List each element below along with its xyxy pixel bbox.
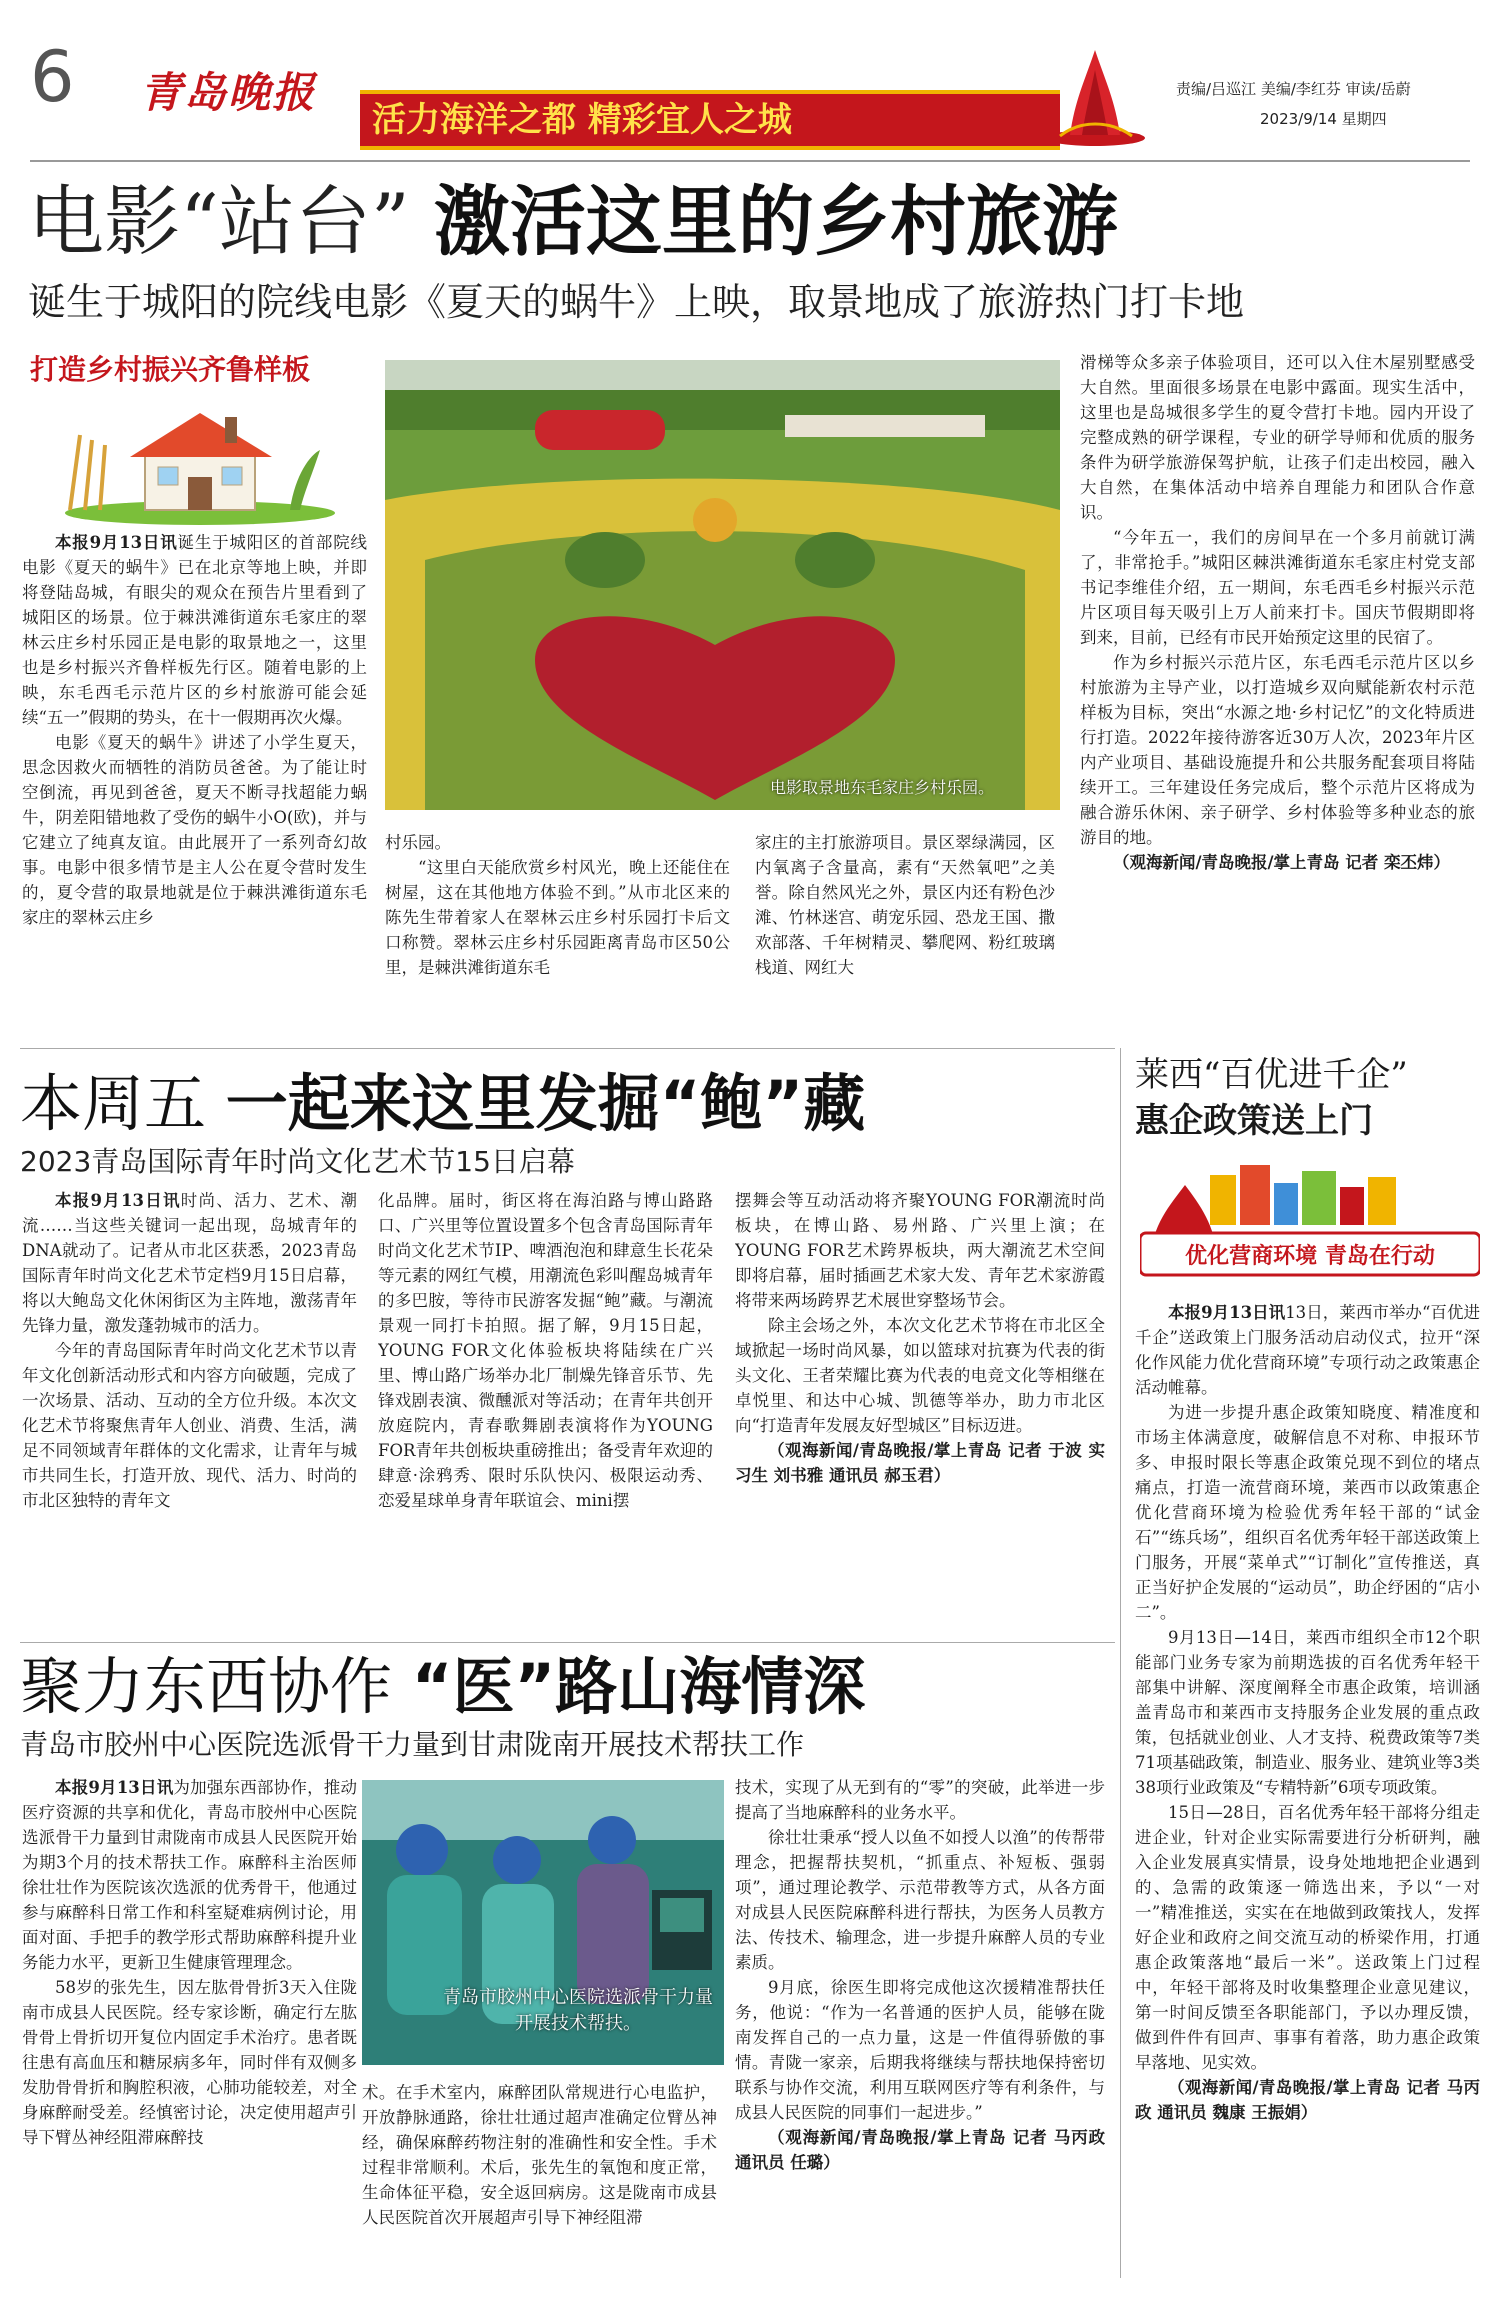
- issue-date: 2023/9/14 星期四: [1260, 110, 1387, 128]
- story1-headline-main: 激活这里的乡村旅游: [433, 177, 1118, 266]
- story3-headline-prefix: 聚力东西协作: [20, 1650, 393, 1723]
- story3-headline-main: “医”路山海情深: [411, 1650, 866, 1723]
- story3-byline: （观海新闻/青岛晚报/掌上青岛 记者 马丙政 通讯员 任璐）: [735, 2128, 1105, 2172]
- paragraph: 15日—28日，百名优秀年轻干部将分组走进企业，针对企业实际需要进行分析研判，融入企业发展真实情景，设身处地地把企业遇到的、急需的政策逐一筛选出来，予以“一对一”精准推送，实实在在地做到政策找人，发挥好企业和政府之间交流互动的桥梁作用，打通惠企政策落地“最后一米”。送政策上门过程中，年轻干部将及时收集整理企业意见建议，第一时间反馈至各职能部门，予以办理反馈，做到件件有回声、事事有着落，助力惠企政策早落地、见实效。: [1135, 1803, 1480, 2072]
- story2-headline[interactable]: [20, 1060, 1110, 1148]
- story4-headline-line1[interactable]: 莱西“百优进千企”: [1135, 1055, 1408, 1095]
- paragraph: 9月底，徐医生即将完成他这次援精准帮扶任务，他说：“作为一名普通的医护人员，能够在陇南发挥自己的一点力量，这是一件值得骄傲的事情。青陇一家亲，后期我将继续与帮扶地保持密切联系与协作交流，利用互联网医疗等有利条件，与成县人民医院的同事们一起进步。”: [735, 1978, 1105, 2122]
- story4-column: [1135, 1300, 1480, 2285]
- story2-column-3: [735, 1188, 1105, 1638]
- landmark-icon: [1040, 40, 1150, 150]
- paragraph: “今年五一，我们的房间早在一个多月前就订满了，非常抢手。”城阳区棘洪滩街道东毛家庄村党支部书记李维佳介绍，五一期间，东毛西毛乡村振兴示范片区项目每天吸引上万人前来打卡。国庆节假期即将到来，目前，已经有市民开始预定这里的民宿了。: [1080, 528, 1475, 647]
- surgery-photo-caption: 青岛市胶州中心医院选派骨干力量开展技术帮扶。: [443, 1987, 713, 2034]
- paragraph: 为加强东西部协作，推动医疗资源的共享和优化，青岛市胶州中心医院选派骨干力量到甘肃陇南市成县人民医院开始为期3个月的技术帮扶工作。麻醉科主治医师徐壮壮作为医院该次选派的优秀骨干，他通过参与麻醉科日常工作和科室疑难病例讨论，用面对面、手把手的教学形式帮助麻醉科提升业务能力水平，更新卫生健康管理理念。: [22, 1778, 357, 1972]
- paragraph: 作为乡村振兴示范片区，东毛西毛示范片区以乡村旅游为主导产业，以打造城乡双向赋能新农村示范样板为目标，突出“水源之地·乡村记忆”的文化特质进行打造。2022年接待游客近30万人次，2023年片区内产业项目、基础设施提升和公共服务配套项目将陆续开工。三年建设任务完成后，整个示范片区将成为融合游乐休闲、亲子研学、乡村体验等多种业态的旅游目的地。: [1080, 653, 1475, 847]
- story1-column-2: [385, 830, 730, 1030]
- story2-byline: （观海新闻/青岛晚报/掌上青岛 记者 于波 实习生 刘书雅 通讯员 郝玉君）: [735, 1441, 1105, 1485]
- story3-headline[interactable]: [20, 1642, 1115, 1732]
- story1-column-3: [755, 830, 1055, 1030]
- business-environment-logo: [1140, 1165, 1480, 1285]
- story2-column-1: [22, 1188, 357, 1638]
- story4-byline: （观海新闻/青岛晚报/掌上青岛 记者 马丙政 通讯员 魏康 王振娟）: [1135, 2078, 1480, 2122]
- story2-headline-prefix: 本周五: [20, 1067, 207, 1140]
- dateline: 本报9月13日讯: [55, 1778, 174, 1797]
- story4-headline-line2[interactable]: 惠企政策送上门: [1135, 1101, 1373, 1141]
- editors-credit: 责编/吕巡江 美编/李红芬 审读/岳蔚: [1176, 80, 1411, 98]
- paragraph: 化品牌。届时，街区将在海泊路与博山路路口、广兴里等位置设置多个包含青岛国际青年时尚文化艺术节IP、啤酒泡泡和肆意生长花朵等元素的网红气模，用潮流色彩叫醒岛城青年的多巴胺，等待市民游客发掘“鲍”藏。与潮流景观一同打卡拍照。据了解，9月15日起，YOUNG FOR文化体验板块将陆续在广兴里、博山路广场举办北厂制燥先锋音乐节、先锋戏剧表演、微醺派对等活动；在青年共创开放庭院内，青春歌舞剧表演将作为YOUNG FOR青年共创板块重磅推出；备受青年欢迎的肆意·涂鸦秀、限时乐队快闪、极限运动秀、恋爱星球单身青年联谊会、mini摆: [378, 1191, 713, 1510]
- story2-headline-main: 一起来这里发掘“鲍”藏: [225, 1067, 866, 1140]
- dateline: 本报9月13日讯: [55, 533, 178, 552]
- house-icon: [50, 395, 340, 525]
- story1-headline[interactable]: [28, 170, 1478, 274]
- paragraph: 村乐园。: [385, 833, 451, 852]
- story1-column-4: [1080, 350, 1475, 1040]
- paragraph: 家庄的主打旅游项目。景区翠绿满园，区内氧离子含量高，素有“天然氧吧”之美誉。除自然风光之外，景区内还有粉色沙滩、竹林迷宫、萌宠乐园、恐龙王国、撒欢部落、千年树精灵、攀爬网、粉红玻璃栈道、网红大: [755, 833, 1055, 977]
- paragraph: 今年的青岛国际青年时尚文化艺术节以青年文化创新活动形式和内容方向破题，完成了一次场景、活动、互动的全方位升级。本次文化艺术节将聚焦青年人创业、消费、生活，满足不同领域青年群体的文化需求，让青年与城市共同生长，打造开放、现代、活力、时尚的市北区独特的青年文: [22, 1341, 357, 1510]
- paragraph: 时尚、活力、艺术、潮流……当这些关键词一起出现，岛城青年的DNA就动了。记者从市北区获悉，2023青岛国际青年时尚文化艺术节定档9月15日启幕，将以大鲍岛文化休闲街区为主阵地，激荡青年先锋力量，激发蓬勃城市的活力。: [22, 1191, 357, 1335]
- paragraph: 技术，实现了从无到有的“零”的突破，此举进一步提高了当地麻醉科的业务水平。: [735, 1778, 1105, 1822]
- park-photo-caption: 电影取景地东毛家庄乡村乐园。: [770, 778, 995, 797]
- paragraph: 摆舞会等互动活动将齐聚YOUNG FOR潮流时尚板块，在博山路、易州路、广兴里上演；在YOUNG FOR艺术跨界板块，两大潮流艺术空间即将启幕，届时插画艺术家大发、青年艺术家游霞将带来两场跨界艺术展世穿整场节会。: [735, 1191, 1105, 1310]
- paragraph: 除主会场之外，本次文化艺术节将在市北区全域掀起一场时尚风暴，如以篮球对抗赛为代表的街头文化、王者荣耀比赛为代表的电竞文化等相继在卓悦里、和达中心城、凯德等举办，助力市北区向“打造青年发展友好型城区”目标迈进。: [735, 1316, 1105, 1435]
- slogan-text: 活力海洋之都 精彩宜人之城: [372, 100, 792, 140]
- dateline: 本报9月13日讯: [55, 1191, 181, 1210]
- paragraph: 徐壮壮秉承“授人以鱼不如授人以渔”的传帮带理念，把握帮扶契机，“抓重点、补短板、强弱项”，通过理论教学、示范带教等方式，从各方面对成县人民医院麻醉科进行帮扶，为医务人员教方法、传技术、输理念，进一步提升麻醉人员的专业素质。: [735, 1828, 1105, 1972]
- paragraph: 滑梯等众多亲子体验项目，还可以入住木屋别墅感受大自然。里面很多场景在电影中露面。现实生活中，这里也是岛城很多学生的夏令营打卡地。园内开设了完整成熟的研学课程，专业的研学导师和优质的服务条件为研学旅游保驾护航，让孩子们走出校园，融入大自然，在集体活动中培养自理能力和团队合作意识。: [1080, 353, 1475, 522]
- logo-text: 优化营商环境 青岛在行动: [1185, 1244, 1435, 1269]
- story1-headline-prefix: 电影“站台”: [28, 177, 410, 266]
- story1-byline: （观海新闻/青岛晚报/掌上青岛 记者 栾丕炜）: [1113, 853, 1451, 872]
- park-photo: [385, 360, 1060, 810]
- paragraph: 电影《夏天的蜗牛》讲述了小学生夏天，思念因救火而牺牲的消防员爸爸。为了能让时空倒流，再见到爸爸，夏天不断寻找超能力蜗牛，阴差阳错地救了受伤的蜗牛小O(欧)，并与它建立了纯真友谊。由此展开了一系列奇幻故事。电影中很多情节是主人公在夏令营时发生的，夏令营的取景地就是位于棘洪滩街道东毛家庄的翠林云庄乡: [22, 733, 367, 927]
- paragraph: 13日，莱西市举办“百优进千企”送政策上门服务活动启动仪式，拉开“深化作风能力优化营商环境”专项行动之政策惠企活动帷幕。: [1135, 1303, 1480, 1397]
- paragraph: 为进一步提升惠企政策知晓度、精准度和市场主体满意度，破解信息不对称、申报环节多、申报时限长等惠企政策兑现不到位的堵点痛点，打造一流营商环境，莱西市以政策惠企优化营商环境为检验优秀年轻干部的“试金石”“练兵场”，组织百名优秀年轻干部送政策上门服务，开展“菜单式”“订制化”宣传推送，真正当好护企发展的“运动员”，助企纾困的“店小二”。: [1135, 1403, 1480, 1622]
- story3-column-2: [362, 2080, 717, 2285]
- story1-column-1: [22, 530, 367, 1030]
- story2-subtitle: 2023青岛国际青年时尚文化艺术节15日启幕: [20, 1145, 575, 1178]
- story3-column-3: [735, 1775, 1105, 2285]
- dateline: 本报9月13日讯: [1168, 1303, 1286, 1322]
- story1-subtitle: 诞生于城阳的院线电影《夏天的蜗牛》上映，取景地成了旅游热门打卡地: [28, 280, 1245, 324]
- story3-column-1: [22, 1775, 357, 2285]
- section-divider: [20, 1048, 1115, 1049]
- paragraph: 58岁的张先生，因左肱骨骨折3天入住陇南市成县人民医院。经专家诊断，确定行左肱骨骨上骨折切开复位内固定手术治疗。患者既往患有高血压和糖尿病多年，同时伴有双侧多发肋骨骨折和胸腔积液，心肺功能较差，对全身麻醉耐受差。经慎密讨论，决定使用超声引导下臂丛神经阻滞麻醉技: [22, 1978, 357, 2147]
- paragraph: 诞生于城阳区的首部院线电影《夏天的蜗牛》已在北京等地上映，并即将登陆岛城，有眼尖的观众在预告片里看到了城阳区的场景。位于棘洪滩街道东毛家庄的翠林云庄乡村乐园正是电影的取景地之一，这里也是乡村振兴齐鲁样板先行区。随着电影的上映，东毛西毛示范片区的乡村旅游可能会延续“五一”假期的势头，在十一假期再次火爆。: [22, 533, 367, 727]
- paragraph: “这里白天能欣赏乡村风光，晚上还能住在树屋，这在其他地方体验不到。”从市北区来的陈先生带着家人在翠林云庄乡村乐园打卡后文口称赞。翠林云庄乡村乐园距离青岛市区50公里，是棘洪滩街道东毛: [385, 858, 730, 977]
- paragraph: 术。在手术室内，麻醉团队常规进行心电监护，开放静脉通路，徐壮壮通过超声准确定位臂丛神经，确保麻醉药物注射的准确性和安全性。手术过程非常顺利。术后，张先生的氧饱和度正常，生命体征平稳，安全返回病房。这是陇南市成县人民医院首次开展超声引导下神经阻滞: [362, 2083, 717, 2227]
- top-divider: [30, 160, 1470, 162]
- story3-subtitle: 青岛市胶州中心医院选派骨干力量到甘肃陇南开展技术帮扶工作: [20, 1728, 805, 1761]
- page-number: 6: [30, 36, 75, 118]
- paper-name-logo: 青岛晚报: [140, 68, 317, 117]
- paragraph: 9月13日—14日，莱西市组织全市12个职能部门业务专家为前期选拔的百名优秀年轻干部集中讲解、深度阐释全市惠企政策，培训涵盖青岛市和莱西市支持服务企业发展的重点政策，包括就业创业、人才支持、税费政策等7类71项基础政策，制造业、服务业、建筑业等3类38项行业政策及“专精特新”6项专项政策。: [1135, 1628, 1480, 1797]
- rural-revival-badge: 打造乡村振兴齐鲁样板: [30, 353, 311, 386]
- column-divider: [1120, 1048, 1121, 2278]
- story2-column-2: [378, 1188, 713, 1638]
